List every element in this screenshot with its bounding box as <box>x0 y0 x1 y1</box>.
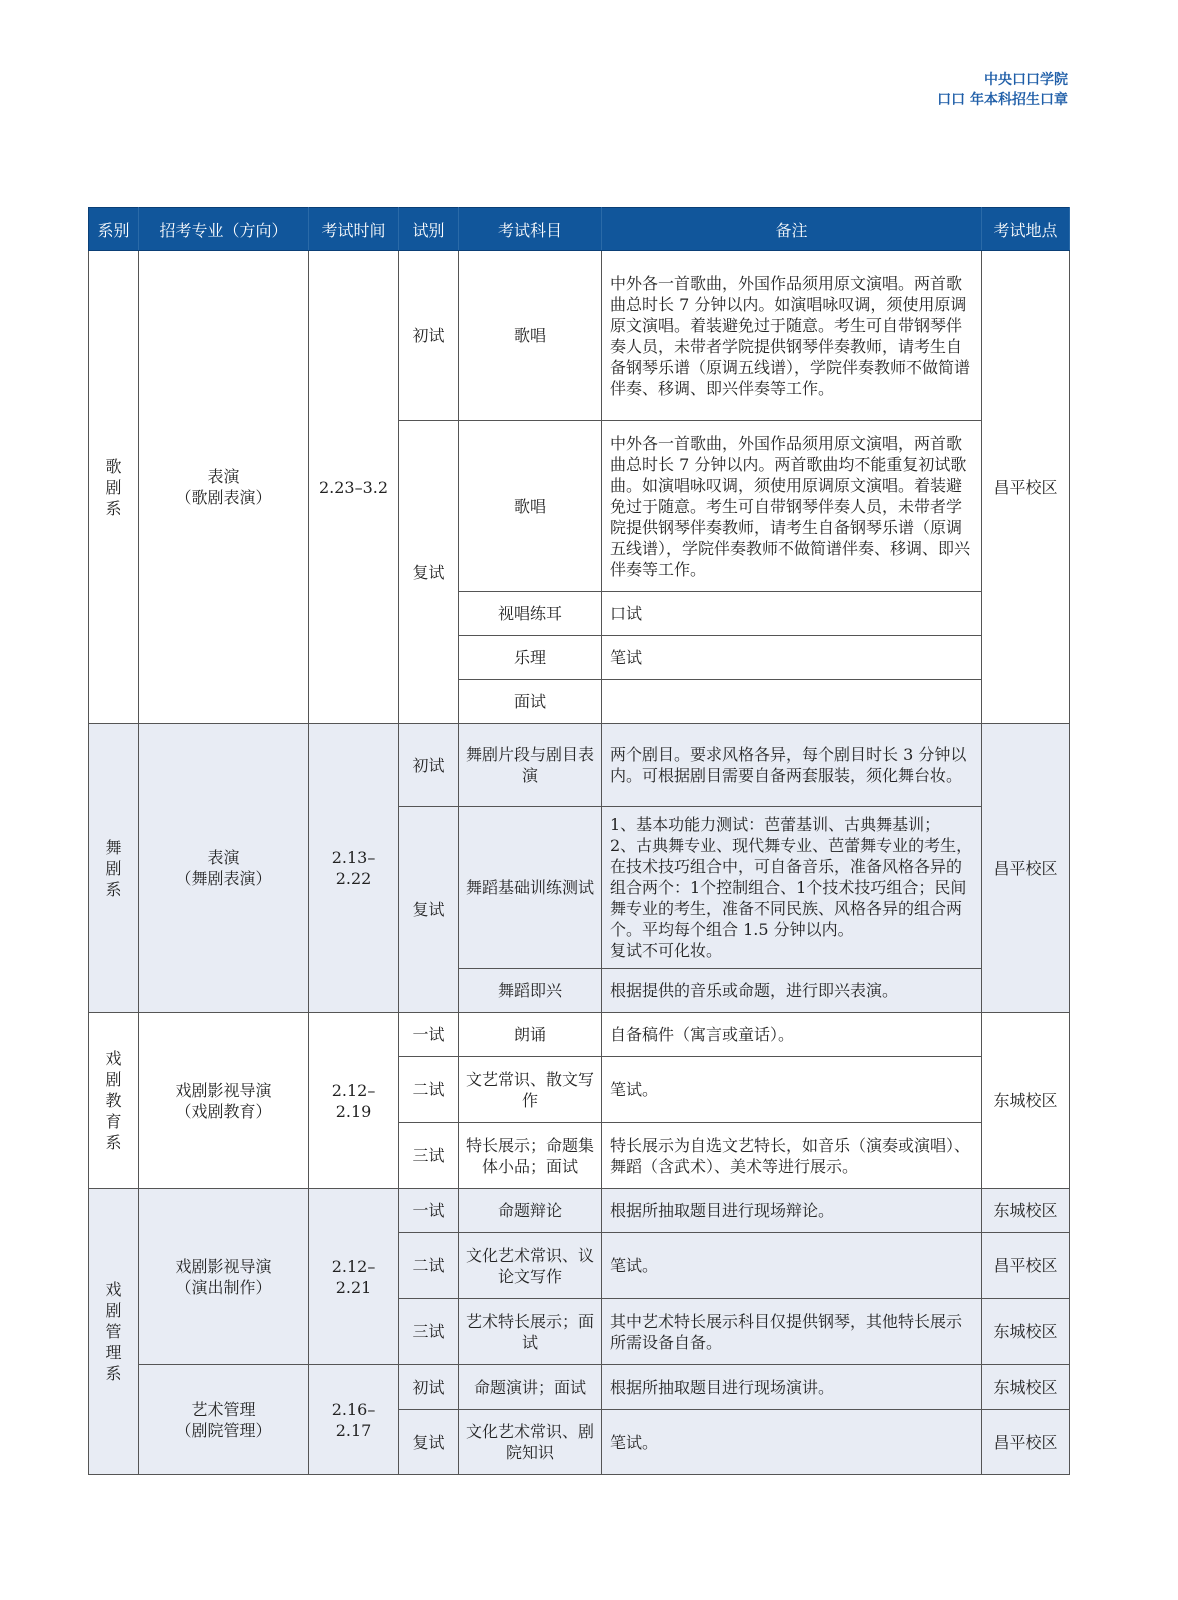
col-header-major: 招考专业（方向） <box>139 208 309 251</box>
note-cell: 根据所抽取题目进行现场辩论。 <box>602 1189 982 1233</box>
location-cell: 东城校区 <box>982 1189 1070 1233</box>
location-cell: 东城校区 <box>982 1013 1070 1189</box>
subject-cell: 乐理 <box>459 636 602 680</box>
note-cell: 笔试 <box>602 636 982 680</box>
subject-cell: 舞蹈基础训练测试 <box>459 807 602 969</box>
table-row <box>89 1365 1070 1410</box>
table-row <box>89 1013 1070 1057</box>
col-header-location: 考试地点 <box>982 208 1070 251</box>
dept-cell: 歌剧系 <box>89 251 139 724</box>
note-cell: 口试 <box>602 592 982 636</box>
location-cell: 昌平校区 <box>982 1233 1070 1299</box>
time-cell: 2.23–3.2 <box>309 251 399 724</box>
dept-cell: 舞剧系 <box>89 724 139 1013</box>
subject-cell: 舞剧片段与剧目表演 <box>459 724 602 807</box>
subject-cell: 歌唱 <box>459 421 602 592</box>
subject-cell: 文化艺术常识、剧院知识 <box>459 1410 602 1475</box>
note-cell: 自备稿件（寓言或童话）。 <box>602 1013 982 1057</box>
institution-name: 中央口口学院 <box>984 72 1068 88</box>
col-header-time: 考试时间 <box>309 208 399 251</box>
round-cell: 一试 <box>399 1013 459 1057</box>
note-cell: 根据提供的音乐或命题，进行即兴表演。 <box>602 969 982 1013</box>
table-row <box>89 1189 1070 1233</box>
page-header <box>937 70 1068 110</box>
subject-cell: 艺术特长展示；面试 <box>459 1299 602 1365</box>
round-cell: 初试 <box>399 1365 459 1410</box>
col-header-subject: 考试科目 <box>459 208 602 251</box>
note-cell: 其中艺术特长展示科目仅提供钢琴，其他特长展示所需设备自备。 <box>602 1299 982 1365</box>
round-cell: 二试 <box>399 1057 459 1123</box>
location-cell: 昌平校区 <box>982 724 1070 1013</box>
col-header-note: 备注 <box>602 208 982 251</box>
subject-cell: 视唱练耳 <box>459 592 602 636</box>
time-cell: 2.12–2.21 <box>309 1189 399 1365</box>
major-cell: 表演 （歌剧表演） <box>139 251 309 724</box>
time-cell: 2.12–2.19 <box>309 1013 399 1189</box>
location-cell: 东城校区 <box>982 1365 1070 1410</box>
location-cell: 昌平校区 <box>982 1410 1070 1475</box>
table-header-row <box>89 208 1070 251</box>
subject-cell: 文化艺术常识、议论文写作 <box>459 1233 602 1299</box>
note-cell: 特长展示为自选文艺特长，如音乐（演奏或演唱）、舞蹈（含武术）、美术等进行展示。 <box>602 1123 982 1189</box>
note-cell: 笔试。 <box>602 1233 982 1299</box>
location-cell: 东城校区 <box>982 1299 1070 1365</box>
subject-cell: 文艺常识、散文写作 <box>459 1057 602 1123</box>
subject-cell: 命题演讲；面试 <box>459 1365 602 1410</box>
subject-cell: 朗诵 <box>459 1013 602 1057</box>
round-cell: 复试 <box>399 807 459 1013</box>
col-header-dept: 系别 <box>89 208 139 251</box>
round-cell: 复试 <box>399 421 459 724</box>
round-cell: 初试 <box>399 251 459 421</box>
major-cell: 艺术管理 （剧院管理） <box>139 1365 309 1475</box>
location-cell: 昌平校区 <box>982 251 1070 724</box>
major-cell: 戏剧影视导演 （戏剧教育） <box>139 1013 309 1189</box>
round-cell: 一试 <box>399 1189 459 1233</box>
note-cell: 中外各一首歌曲，外国作品须用原文演唱，两首歌曲总时长 7 分钟以内。两首歌曲均不能重复初试歌曲。如演唱咏叹调，须使用原调原文演唱。着装避免过于随意。考生可自带钢琴伴奏人员，未带者学院提供钢琴伴奏教师，请考生自备钢琴乐谱（原调五线谱），学院伴奏教师不做简谱伴奏、移调、即兴伴奏等工作。 <box>602 421 982 592</box>
table-row <box>89 251 1070 421</box>
dept-cell: 戏剧管理系 <box>89 1189 139 1475</box>
subject-cell: 舞蹈即兴 <box>459 969 602 1013</box>
major-cell: 表演 （舞剧表演） <box>139 724 309 1013</box>
document-title: 口口 年本科招生口章 <box>937 92 1068 108</box>
exam-schedule-table <box>88 207 1070 1475</box>
note-cell: 中外各一首歌曲，外国作品须用原文演唱。两首歌曲总时长 7 分钟以内。如演唱咏叹调，须使用原调原文演唱。着装避免过于随意。考生可自带钢琴伴奏人员，未带者学院提供钢琴伴奏教师，请考生自备钢琴乐谱（原调五线谱），学院伴奏教师不做简谱伴奏、移调、即兴伴奏等工作。 <box>602 251 982 421</box>
note-cell: 笔试。 <box>602 1410 982 1475</box>
time-cell: 2.13–2.22 <box>309 724 399 1013</box>
col-header-round: 试别 <box>399 208 459 251</box>
round-cell: 初试 <box>399 724 459 807</box>
round-cell: 二试 <box>399 1233 459 1299</box>
note-cell: 1、基本功能力测试：芭蕾基训、古典舞基训； 2、古典舞专业、现代舞专业、芭蕾舞专业的考生，在技术技巧组合中，可自备音乐，准备风格各异的组合两个：1个控制组合、1个技术技巧组合；民间舞专业的考生，准备不同民族、风格各异的组合两个。平均每个组合 1.5 分钟以内。 复试不可化妆。 <box>602 807 982 969</box>
time-cell: 2.16–2.17 <box>309 1365 399 1475</box>
subject-cell: 面试 <box>459 680 602 724</box>
subject-cell: 歌唱 <box>459 251 602 421</box>
note-cell: 根据所抽取题目进行现场演讲。 <box>602 1365 982 1410</box>
note-cell: 两个剧目。要求风格各异，每个剧目时长 3 分钟以内。可根据剧目需要自备两套服装，须化舞台妆。 <box>602 724 982 807</box>
round-cell: 三试 <box>399 1299 459 1365</box>
subject-cell: 命题辩论 <box>459 1189 602 1233</box>
note-cell: 笔试。 <box>602 1057 982 1123</box>
round-cell: 复试 <box>399 1410 459 1475</box>
note-cell <box>602 680 982 724</box>
round-cell: 三试 <box>399 1123 459 1189</box>
subject-cell: 特长展示；命题集体小品；面试 <box>459 1123 602 1189</box>
table-row <box>89 724 1070 807</box>
dept-cell: 戏剧教育系 <box>89 1013 139 1189</box>
major-cell: 戏剧影视导演 （演出制作） <box>139 1189 309 1365</box>
